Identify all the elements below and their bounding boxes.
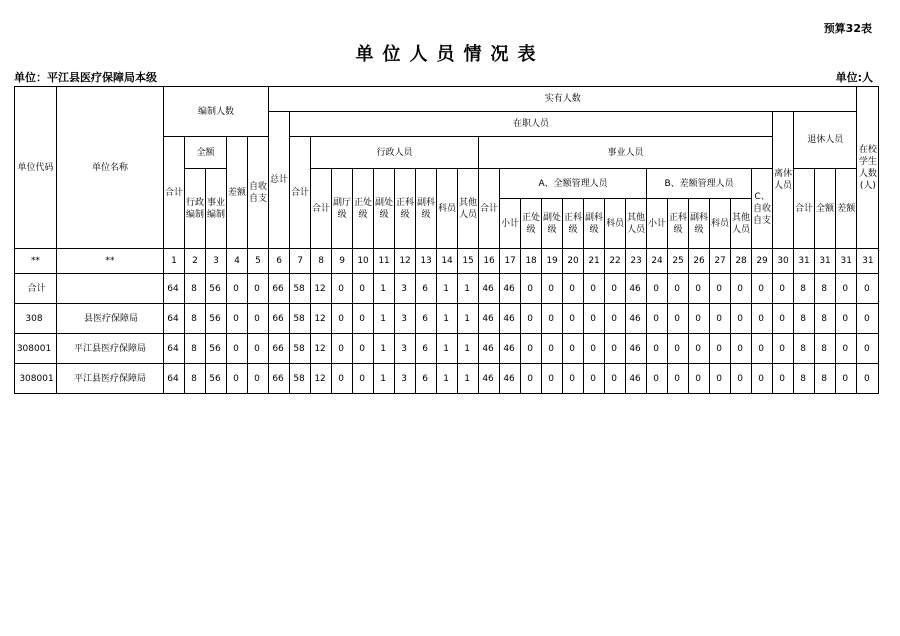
header-xz-zhengke: 正科级 bbox=[395, 169, 416, 249]
form-number: 预算32表 bbox=[823, 22, 872, 35]
table-cell: 58 bbox=[290, 334, 311, 364]
table-cell: 8 bbox=[815, 334, 836, 364]
table-cell: 64 bbox=[164, 304, 185, 334]
table-cell: 0 bbox=[710, 274, 731, 304]
table-cell: 6 bbox=[416, 274, 437, 304]
table-cell: 8 bbox=[815, 304, 836, 334]
index-cell: 3 bbox=[206, 249, 227, 274]
index-cell: 25 bbox=[668, 249, 689, 274]
table-cell: 0 bbox=[773, 304, 794, 334]
index-cell: 31 bbox=[794, 249, 815, 274]
row-name: 平江县医疗保障局 bbox=[57, 334, 164, 364]
table-cell: 6 bbox=[416, 334, 437, 364]
table-cell: 0 bbox=[752, 274, 773, 304]
table-row bbox=[15, 304, 879, 334]
table-cell: 0 bbox=[584, 304, 605, 334]
table-cell: 0 bbox=[563, 334, 584, 364]
header-xz-zhengchu: 正处级 bbox=[353, 169, 374, 249]
index-cell: 28 bbox=[731, 249, 752, 274]
header-bz-heji: 合计 bbox=[164, 137, 185, 249]
table-cell: 0 bbox=[668, 364, 689, 394]
row-code: 合计 bbox=[15, 274, 57, 304]
table-cell: 0 bbox=[605, 334, 626, 364]
table-cell: 58 bbox=[290, 274, 311, 304]
measure-unit: 单位:人 bbox=[835, 71, 873, 84]
table-cell: 8 bbox=[185, 304, 206, 334]
table-cell: 8 bbox=[185, 364, 206, 394]
table-cell: 3 bbox=[395, 304, 416, 334]
table-cell: 56 bbox=[206, 334, 227, 364]
table-cell: 12 bbox=[311, 274, 332, 304]
table-cell: 0 bbox=[689, 364, 710, 394]
table-cell: 0 bbox=[647, 304, 668, 334]
header-bz-zishou: 自收自支 bbox=[248, 137, 269, 249]
table-cell: 1 bbox=[374, 334, 395, 364]
index-cell: 31 bbox=[815, 249, 836, 274]
index-cell: 8 bbox=[311, 249, 332, 274]
table-cell: 0 bbox=[857, 304, 879, 334]
table-cell: 0 bbox=[542, 274, 563, 304]
table-cell: 46 bbox=[479, 334, 500, 364]
table-cell: 0 bbox=[836, 334, 857, 364]
table-cell: 0 bbox=[689, 274, 710, 304]
table-cell: 0 bbox=[227, 274, 248, 304]
table-cell: 66 bbox=[269, 364, 290, 394]
index-cell: 19 bbox=[542, 249, 563, 274]
index-cell: 30 bbox=[773, 249, 794, 274]
table-cell: 0 bbox=[668, 304, 689, 334]
table-cell: 56 bbox=[206, 274, 227, 304]
index-cell: 4 bbox=[227, 249, 248, 274]
table-cell: 58 bbox=[290, 304, 311, 334]
header-unit-name: 单位名称 bbox=[57, 87, 164, 249]
table-cell: 0 bbox=[857, 334, 879, 364]
header-bianzhi: 编制人数 bbox=[164, 87, 269, 137]
index-cell: 13 bbox=[416, 249, 437, 274]
table-cell: 6 bbox=[416, 364, 437, 394]
table-cell: 12 bbox=[311, 304, 332, 334]
table-cell: 1 bbox=[374, 304, 395, 334]
table-cell: 46 bbox=[500, 274, 521, 304]
header-xz-fuchu: 副处级 bbox=[374, 169, 395, 249]
header-zongji: 总计 bbox=[269, 112, 290, 249]
table-cell: 66 bbox=[269, 304, 290, 334]
table-cell: 0 bbox=[563, 364, 584, 394]
table-cell: 0 bbox=[857, 274, 879, 304]
header-a-fuke: 副科级 bbox=[584, 199, 605, 249]
table-cell: 46 bbox=[479, 274, 500, 304]
reporting-unit: 单位：平江县医疗保障局本级 bbox=[14, 71, 157, 84]
table-cell: 0 bbox=[647, 334, 668, 364]
header-a-xiaoji: 小计 bbox=[500, 199, 521, 249]
table-cell: 3 bbox=[395, 364, 416, 394]
table-cell: 8 bbox=[794, 304, 815, 334]
table-cell: 0 bbox=[542, 334, 563, 364]
page-title: 单位人员情况表 bbox=[355, 44, 545, 65]
table-cell: 1 bbox=[458, 274, 479, 304]
table-cell: 0 bbox=[836, 364, 857, 394]
table-cell: 0 bbox=[836, 274, 857, 304]
table-cell: 0 bbox=[689, 334, 710, 364]
table-cell: 1 bbox=[458, 334, 479, 364]
table-cell: 0 bbox=[353, 334, 374, 364]
index-cell: 7 bbox=[290, 249, 311, 274]
row-code: 308 bbox=[15, 304, 57, 334]
table-cell: 64 bbox=[164, 274, 185, 304]
index-cell: 24 bbox=[647, 249, 668, 274]
index-cell: 6 bbox=[269, 249, 290, 274]
table-cell: 0 bbox=[542, 304, 563, 334]
table-cell: 0 bbox=[647, 364, 668, 394]
table-cell: 0 bbox=[773, 274, 794, 304]
header-xz-heji: 合计 bbox=[311, 169, 332, 249]
header-bz-cha-e: 差额 bbox=[227, 137, 248, 249]
table-cell: 0 bbox=[647, 274, 668, 304]
header-a-zhengchu: 正处级 bbox=[521, 199, 542, 249]
table-cell: 0 bbox=[542, 364, 563, 394]
table-cell: 0 bbox=[332, 274, 353, 304]
table-cell: 1 bbox=[374, 274, 395, 304]
header-xingzheng-renyuan: 行政人员 bbox=[311, 137, 479, 169]
index-cell: 31 bbox=[857, 249, 879, 274]
index-cell: 21 bbox=[584, 249, 605, 274]
header-xz-keyuan: 科员 bbox=[437, 169, 458, 249]
table-cell: 1 bbox=[437, 364, 458, 394]
table-cell: 66 bbox=[269, 274, 290, 304]
table-cell: 58 bbox=[290, 364, 311, 394]
table-cell: 8 bbox=[185, 334, 206, 364]
index-cell: 31 bbox=[836, 249, 857, 274]
header-unit-code: 单位代码 bbox=[15, 87, 57, 249]
index-cell: 9 bbox=[332, 249, 353, 274]
index-cell: 20 bbox=[563, 249, 584, 274]
table-row bbox=[15, 274, 879, 304]
index-cell: 27 bbox=[710, 249, 731, 274]
table-cell: 0 bbox=[521, 334, 542, 364]
table-cell: 6 bbox=[416, 304, 437, 334]
row-name bbox=[57, 274, 164, 304]
header-zaixiao: 在校学生人数(人) bbox=[857, 87, 879, 249]
header-b-fuke: 副科级 bbox=[689, 199, 710, 249]
index-cell: 1 bbox=[164, 249, 185, 274]
table-cell: 0 bbox=[752, 334, 773, 364]
header-b-zhengke: 正科级 bbox=[668, 199, 689, 249]
index-cell: 29 bbox=[752, 249, 773, 274]
header-shiyou: 实有人数 bbox=[269, 87, 857, 112]
table-cell: 8 bbox=[794, 334, 815, 364]
header-sy-heji: 合计 bbox=[479, 169, 500, 249]
table-cell: 0 bbox=[605, 364, 626, 394]
table-cell: 64 bbox=[164, 364, 185, 394]
table-cell: 1 bbox=[437, 304, 458, 334]
header-b-keyuan: 科员 bbox=[710, 199, 731, 249]
table-cell: 0 bbox=[353, 364, 374, 394]
index-row bbox=[15, 249, 879, 274]
header-zaizhi: 在职人员 bbox=[290, 112, 773, 137]
index-cell: 5 bbox=[248, 249, 269, 274]
table-cell: 8 bbox=[185, 274, 206, 304]
table-cell: 46 bbox=[479, 364, 500, 394]
table-cell: 0 bbox=[689, 304, 710, 334]
table-cell: 1 bbox=[437, 334, 458, 364]
index-cell: 17 bbox=[500, 249, 521, 274]
table-cell: 0 bbox=[710, 334, 731, 364]
table-cell: 0 bbox=[332, 334, 353, 364]
index-cell: 12 bbox=[395, 249, 416, 274]
table-cell: 0 bbox=[563, 304, 584, 334]
table-cell: 0 bbox=[248, 364, 269, 394]
table-cell: 0 bbox=[605, 274, 626, 304]
index-name: ** bbox=[57, 249, 164, 274]
table-cell: 0 bbox=[836, 304, 857, 334]
table-cell: 1 bbox=[458, 304, 479, 334]
row-code: 308001 bbox=[15, 364, 57, 394]
index-cell: 14 bbox=[437, 249, 458, 274]
table-cell: 0 bbox=[353, 304, 374, 334]
table-cell: 0 bbox=[857, 364, 879, 394]
index-cell: 23 bbox=[626, 249, 647, 274]
table-cell: 46 bbox=[500, 304, 521, 334]
table-cell: 0 bbox=[248, 334, 269, 364]
row-code: 308001 bbox=[15, 334, 57, 364]
table-cell: 0 bbox=[773, 364, 794, 394]
header-a-fuchu: 副处级 bbox=[542, 199, 563, 249]
table-cell: 0 bbox=[731, 304, 752, 334]
header-zz-heji: 合计 bbox=[290, 137, 311, 249]
header-a-zhengke: 正科级 bbox=[563, 199, 584, 249]
header-shiye-bianzhi: 事业编制 bbox=[206, 169, 227, 249]
table-cell: 0 bbox=[332, 304, 353, 334]
header-c-group: C、自收自支 bbox=[752, 169, 773, 249]
header-a-group: A、全额管理人员 bbox=[500, 169, 647, 199]
header-a-qita: 其他人员 bbox=[626, 199, 647, 249]
header-xz-fuke: 副科级 bbox=[416, 169, 437, 249]
table-cell: 12 bbox=[311, 364, 332, 394]
table-cell: 0 bbox=[668, 274, 689, 304]
table-cell: 0 bbox=[752, 364, 773, 394]
table-cell: 8 bbox=[794, 274, 815, 304]
table-cell: 0 bbox=[227, 304, 248, 334]
table-cell: 8 bbox=[815, 274, 836, 304]
table-cell: 3 bbox=[395, 274, 416, 304]
table-cell: 0 bbox=[731, 364, 752, 394]
table-cell: 46 bbox=[626, 364, 647, 394]
header-xz-futing: 副厅级 bbox=[332, 169, 353, 249]
table-cell: 0 bbox=[668, 334, 689, 364]
table-cell: 0 bbox=[521, 274, 542, 304]
table-cell: 0 bbox=[731, 334, 752, 364]
table-cell: 66 bbox=[269, 334, 290, 364]
table-cell: 0 bbox=[584, 364, 605, 394]
header-tx-heji: 合计 bbox=[794, 169, 815, 249]
header-b-group: B、差额管理人员 bbox=[647, 169, 752, 199]
table-cell: 56 bbox=[206, 364, 227, 394]
header-tx-cha-e: 差额 bbox=[836, 169, 857, 249]
table-cell: 0 bbox=[248, 274, 269, 304]
index-cell: 18 bbox=[521, 249, 542, 274]
table-cell: 0 bbox=[353, 274, 374, 304]
table-cell: 46 bbox=[626, 274, 647, 304]
index-code: ** bbox=[15, 249, 57, 274]
table-cell: 46 bbox=[500, 364, 521, 394]
table-cell: 0 bbox=[521, 364, 542, 394]
header-b-xiaoji: 小计 bbox=[647, 199, 668, 249]
table-cell: 0 bbox=[584, 334, 605, 364]
table-cell: 0 bbox=[332, 364, 353, 394]
header-lixiu: 离休人员 bbox=[773, 112, 794, 249]
table-cell: 64 bbox=[164, 334, 185, 364]
table-row bbox=[15, 364, 879, 394]
index-cell: 26 bbox=[689, 249, 710, 274]
table-cell: 0 bbox=[563, 274, 584, 304]
table-cell: 0 bbox=[773, 334, 794, 364]
table-cell: 3 bbox=[395, 334, 416, 364]
row-name: 平江县医疗保障局 bbox=[57, 364, 164, 394]
table-cell: 0 bbox=[227, 334, 248, 364]
table-cell: 0 bbox=[710, 304, 731, 334]
index-cell: 22 bbox=[605, 249, 626, 274]
header-b-qita: 其他人员 bbox=[731, 199, 752, 249]
header-tx-quan-e: 全额 bbox=[815, 169, 836, 249]
index-cell: 11 bbox=[374, 249, 395, 274]
index-cell: 2 bbox=[185, 249, 206, 274]
table-cell: 0 bbox=[605, 304, 626, 334]
table-cell: 1 bbox=[458, 364, 479, 394]
header-xz-qita: 其他人员 bbox=[458, 169, 479, 249]
table-cell: 46 bbox=[479, 304, 500, 334]
table-cell: 0 bbox=[710, 364, 731, 394]
row-name: 县医疗保障局 bbox=[57, 304, 164, 334]
table-cell: 46 bbox=[626, 304, 647, 334]
index-cell: 16 bbox=[479, 249, 500, 274]
table-cell: 8 bbox=[794, 364, 815, 394]
table-cell: 46 bbox=[626, 334, 647, 364]
table-cell: 56 bbox=[206, 304, 227, 334]
table-cell: 8 bbox=[815, 364, 836, 394]
table-row bbox=[15, 334, 879, 364]
table-cell: 1 bbox=[374, 364, 395, 394]
header-a-keyuan: 科员 bbox=[605, 199, 626, 249]
table-cell: 0 bbox=[731, 274, 752, 304]
header-tuixiu: 退休人员 bbox=[794, 112, 857, 169]
staff-table bbox=[14, 86, 879, 394]
table-cell: 1 bbox=[437, 274, 458, 304]
table-cell: 46 bbox=[500, 334, 521, 364]
table-cell: 0 bbox=[521, 304, 542, 334]
index-cell: 10 bbox=[353, 249, 374, 274]
header-xingzheng-bianzhi: 行政编制 bbox=[185, 169, 206, 249]
header-quan-e: 全额 bbox=[185, 137, 227, 169]
table-cell: 12 bbox=[311, 334, 332, 364]
index-cell: 15 bbox=[458, 249, 479, 274]
table-cell: 0 bbox=[227, 364, 248, 394]
table-cell: 0 bbox=[752, 304, 773, 334]
header-shiye-renyuan: 事业人员 bbox=[479, 137, 773, 169]
table-cell: 0 bbox=[584, 274, 605, 304]
table-cell: 0 bbox=[248, 304, 269, 334]
